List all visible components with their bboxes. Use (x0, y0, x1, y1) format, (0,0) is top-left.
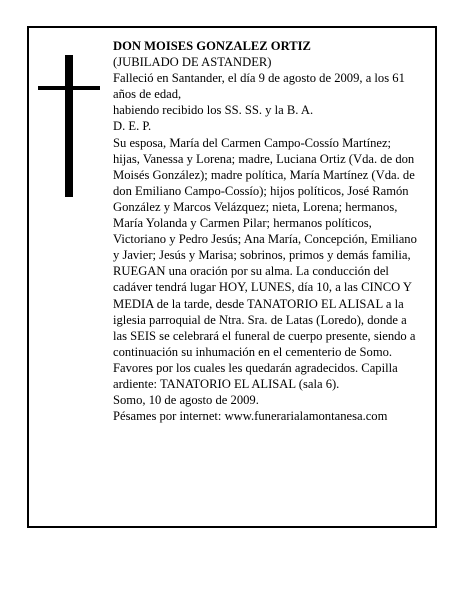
cross-horizontal-bar (38, 86, 100, 90)
sacraments-statement: habiendo recibido los SS. SS. y la B. A. (113, 103, 314, 118)
family-list: Su esposa, María del Carmen Campo-Cossío Martínez; hijas, Vanessa y Lorena; madre, Luciana Ortiz (Vda. de don Moisés González); madre política, María Martínez (Vda. de don Emiliano Campo-Cossío); hijos políticos, José Ramón González y Marcos Velázquez; nieta, Lorena; hermanos, María Yolanda y Carmen Pilar; hermanos políticos, Victoriano y Pedro Jesús; Ana María, Concepción, Emiliano y Javier; Jesús y Marisa; sobrinos, primos y demás familia, (113, 135, 417, 263)
cross-icon (38, 55, 100, 197)
condolences-line: Pésames por internet: www.funerarialamontanesa.com (113, 409, 388, 424)
obituary-text (113, 38, 421, 424)
death-statement: Falleció en Santander, el día 9 de agosto de 2009, a los 61 años de edad, (113, 71, 405, 102)
funeral-request: RUEGAN una oración por su alma. La conducción del cadáver tendrá lugar HOY, LUNES, día 10, a las CINCO Y MEDIA de la tarde, desde TANATORIO EL ALISAL a la iglesia parroquial de Ntra. Sra. de Latas (Loredo), donde a las SEIS se celebrará el funeral de cuerpo presente, siendo a continuación su inhumación en el cementerio de Somo. Favores por los cuales les quedarán agradecidos. Capilla ardiente: TANATORIO EL ALISAL (sala 6). (113, 264, 416, 391)
place-date: Somo, 10 de agosto de 2009. (113, 393, 259, 408)
rip-line: D. E. P. (113, 119, 152, 134)
cross-vertical-bar (65, 55, 73, 197)
deceased-name: DON MOISES GONZALEZ ORTIZ (113, 39, 311, 53)
deceased-title: (JUBILADO DE ASTANDER) (113, 55, 272, 70)
